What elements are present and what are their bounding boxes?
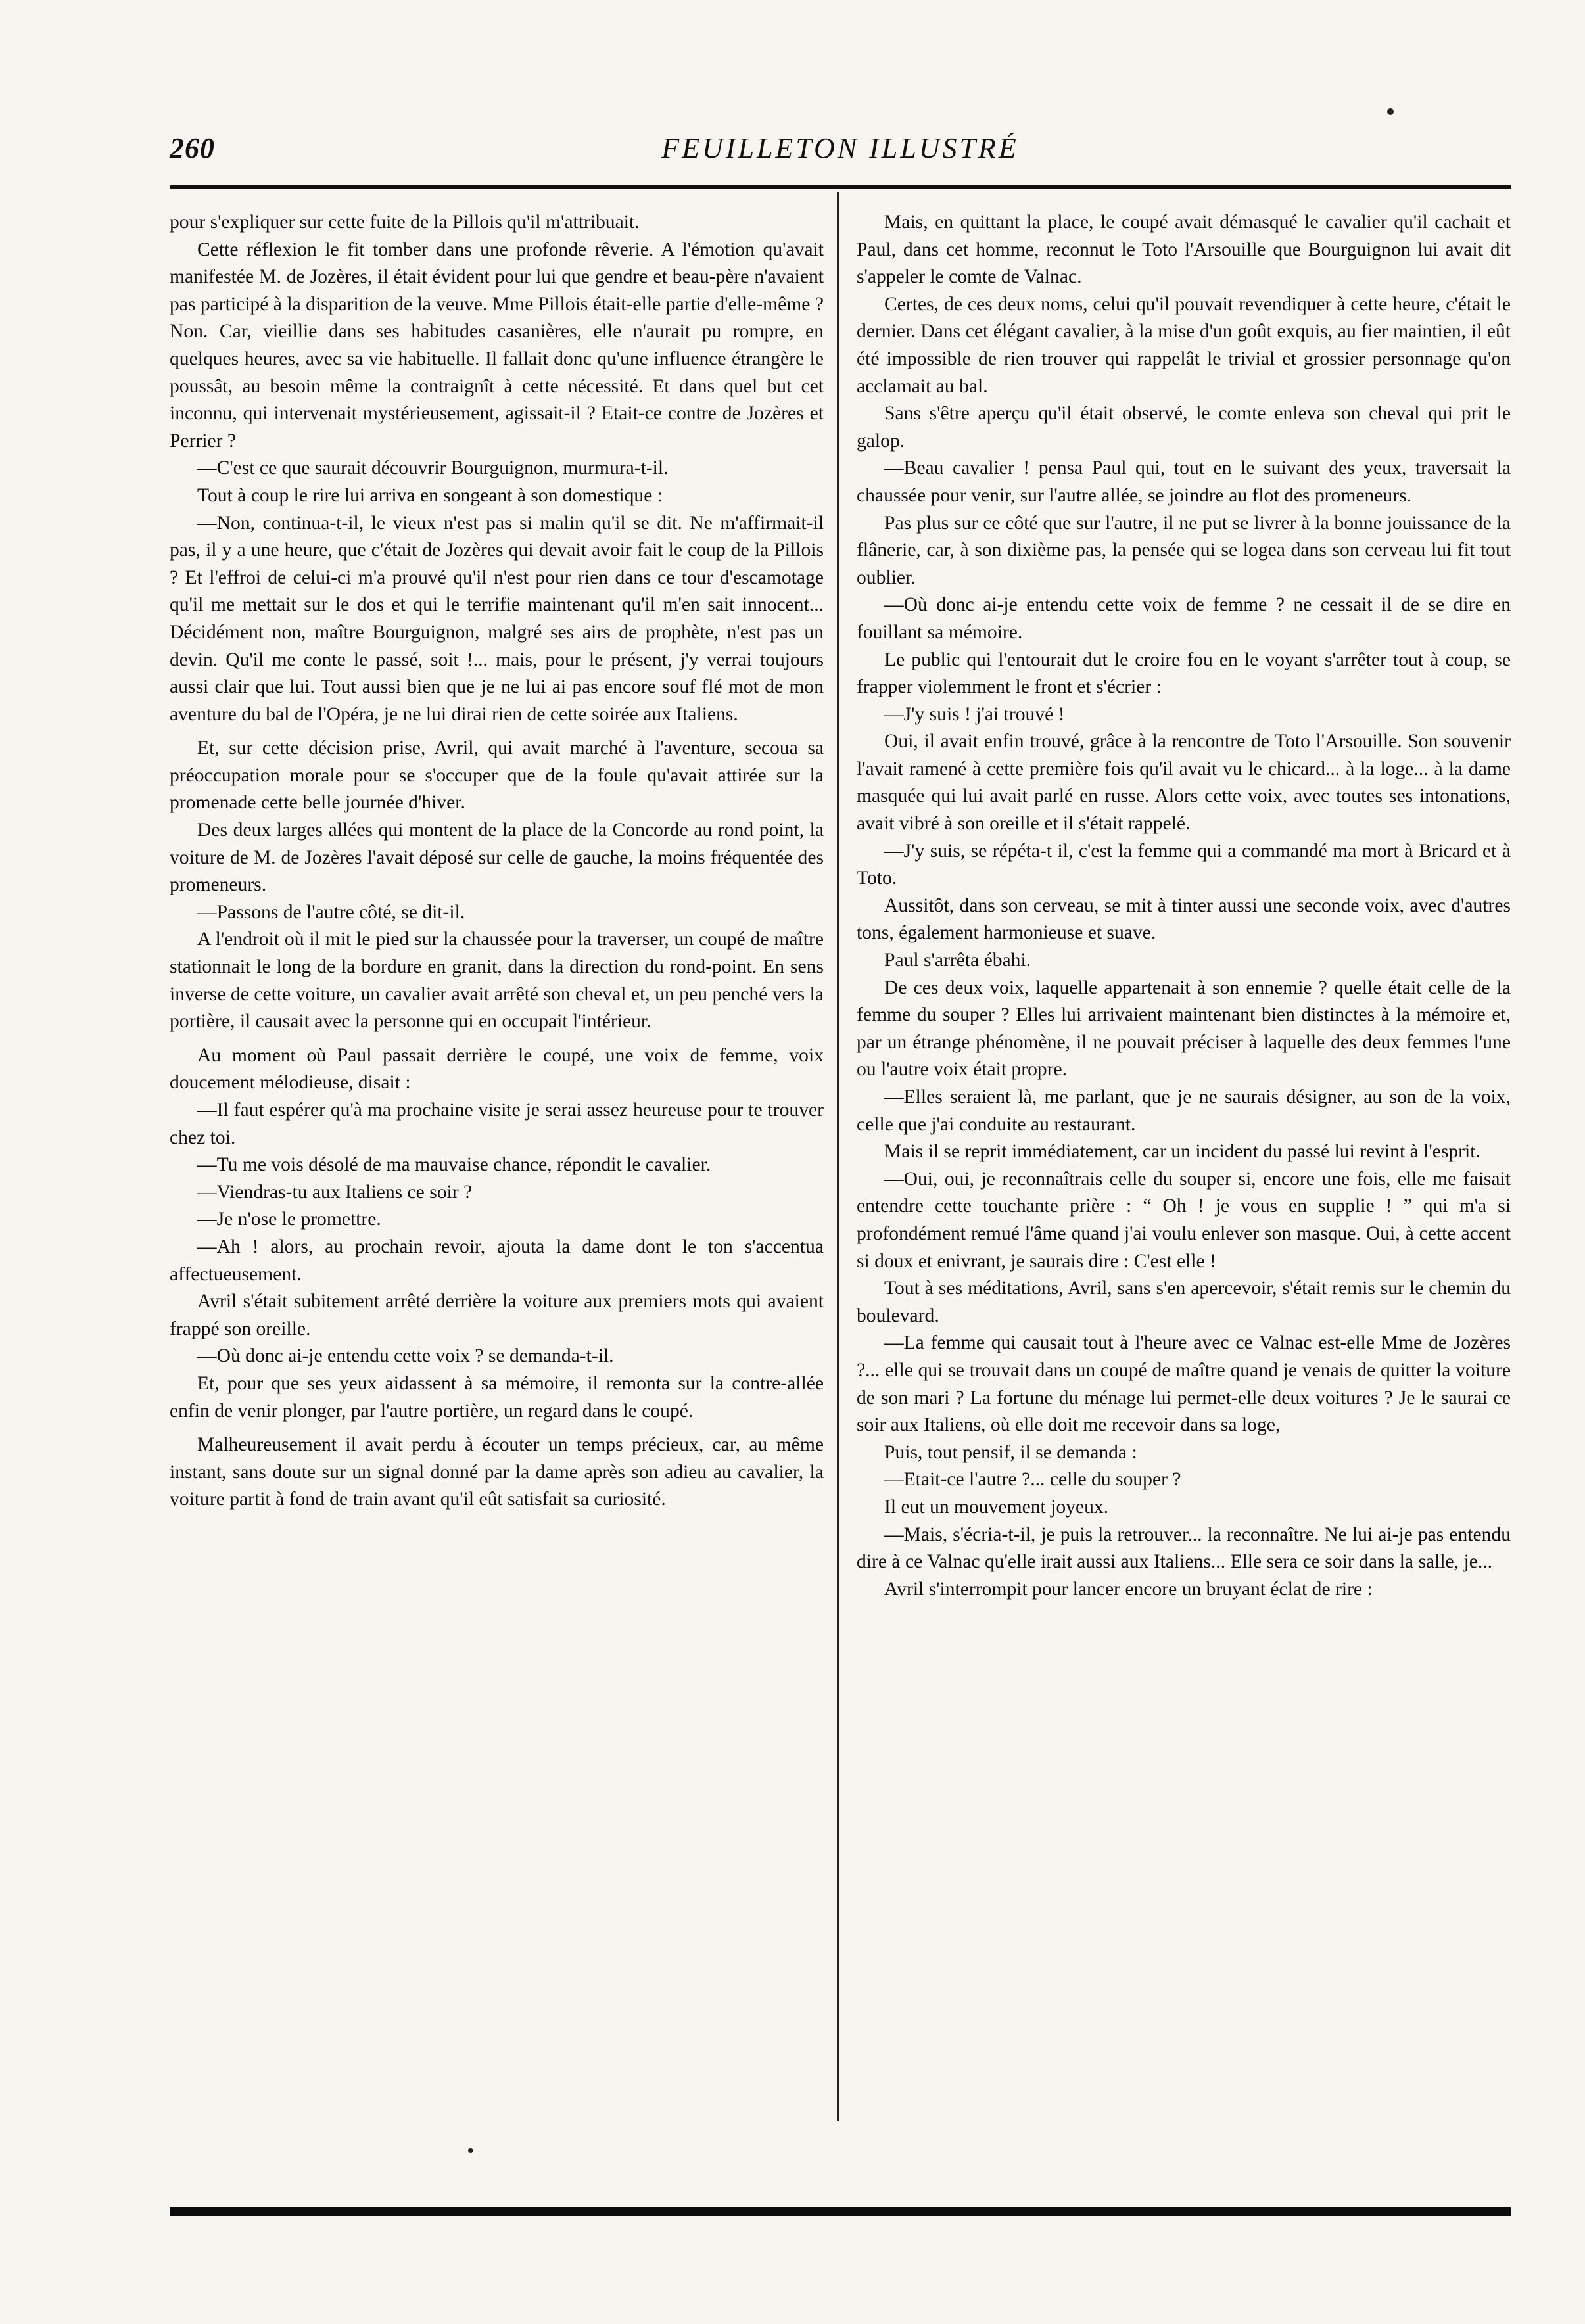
paragraph: Et, pour que ses yeux aidassent à sa mémoire, il remonta sur la contre-allée enfin de venir plonger, par l'autre portière, un regard dans le coupé. bbox=[170, 1372, 824, 1422]
paragraph: Et, sur cette décision prise, Avril, qui avait marché à l'aventure, secoua sa préoccupation morale pour se s'occuper que de la foule qu'avait attirée sur la promenade cette belle journée d'hiver. bbox=[170, 737, 824, 814]
paragraph: De ces deux voix, laquelle appartenait à son ennemie ? quelle était celle de la femme du souper ? Elles lui arrivaient maintenant bien distinctes à la mémoire et, par un étrange phénomène, il ne pouvait préciser à laquelle des deux femmes l'une ou l'autre voix était propre. bbox=[857, 977, 1511, 1081]
footer-rule bbox=[170, 2207, 1511, 2216]
paragraph: —Viendras-tu aux Italiens ce soir ? bbox=[197, 1181, 473, 1203]
paragraph: A l'endroit où il mit le pied sur la chaussée pour la traverser, un coupé de maître stationnait le long de la bordure en granit, dans la direction du rond-point. En sens inverse de cette voiture, un cavalier avait arrêté son cheval et, un peu penché vers la portière, il causait avec la personne qui en occupait l'intérieur. bbox=[170, 929, 824, 1033]
paragraph: —Ah ! alors, au prochain revoir, ajouta la dame dont le ton s'accentua affectueusement. bbox=[170, 1236, 824, 1285]
page-header bbox=[170, 131, 1511, 171]
paragraph: —Mais, s'écria-t-il, je puis la retrouver... la reconnaître. Ne lui ai-je pas entendu dire à ce Valnac qu'elle irait aussi aux Italiens... Elle sera ce soir dans la salle, je... bbox=[857, 1523, 1511, 1573]
paragraph: —Beau cavalier ! pensa Paul qui, tout en le suivant des yeux, traversait la chaussée pour venir, sur l'autre allée, se joindre au flot des promeneurs. bbox=[857, 457, 1511, 506]
running-title: FEUILLETON ILLUSTRÉ bbox=[661, 132, 1019, 164]
paragraph: —Je n'ose le promettre. bbox=[197, 1209, 381, 1230]
paragraph: —Passons de l'autre côté, se dit-il. bbox=[197, 901, 465, 923]
paragraph: —Etait-ce l'autre ?... celle du souper ? bbox=[884, 1469, 1181, 1491]
paragraph: Pas plus sur ce côté que sur l'autre, il ne put se livrer à la bonne jouissance de la flânerie, car, à son dixième pas, la pensée qui se logea dans son cerveau lui fit tout oublier. bbox=[857, 512, 1511, 588]
paragraph: Avril s'interrompit pour lancer encore un bruyant éclat de rire : bbox=[884, 1578, 1373, 1600]
paragraph: Puis, tout pensif, il se demanda : bbox=[884, 1441, 1137, 1463]
page-number: 260 bbox=[170, 132, 215, 164]
paragraph: Certes, de ces deux noms, celui qu'il pouvait revendiquer à cette heure, c'était le dernier. Dans cet élégant cavalier, à la mise d'un goût exquis, au fier maintien, il eût été impossible de rien trouver qui rappelât le trivial et grossier personnage qu'on acclamait au bal. bbox=[857, 293, 1511, 397]
paragraph: Avril s'était subitement arrêté derrière la voiture aux premiers mots qui avaient frappé son oreille. bbox=[170, 1291, 824, 1339]
paragraph: Tout à coup le rire lui arriva en songeant à son domestique : bbox=[197, 484, 663, 506]
header-rule bbox=[170, 185, 1511, 189]
paragraph: Cette réflexion le fit tomber dans une profonde rêverie. A l'émotion qu'avait manifestée M. de Jozères, il était évident pour lui que gendre et beau-père n'avaient pas participé à la disparition de la veuve. Mme Pillois était-elle partie d'elle-même ? Non. Car, vieillie dans ses habitudes casanières, elle n'aurait pu rompre, en quelques heures, avec sa vie habituelle. Il fallait donc qu'une influence étrangère le poussât, au besoin même la contraignît à cette nécessité. Et dans quel but cet inconnu, qui intervenait mystérieusement, agissait-il ? Etait-ce contre de Jozères et Perrier ? bbox=[170, 239, 824, 452]
paragraph: —Où donc ai-je entendu cette voix ? se demanda-t-il. bbox=[197, 1345, 614, 1367]
paragraph: Il eut un mouvement joyeux. bbox=[884, 1496, 1109, 1518]
paragraph: —J'y suis, se répéta-t il, c'est la femme qui a commandé ma mort à Bricard et à Toto. bbox=[857, 840, 1511, 889]
print-speck bbox=[468, 2148, 473, 2153]
paragraph: Aussitôt, dans son cerveau, se mit à tinter aussi une seconde voix, avec d'autres tons, également harmonieuse et suave. bbox=[857, 895, 1511, 944]
paragraph: —Oui, oui, je reconnaîtrais celle du souper si, encore une fois, elle me faisait entendre cette touchante prière : “ Oh ! je vous en supplie ! ” qui m'a si profondément remué l'âme quand j'ai voulu enlever son masque. Oui, à cette accent si doux et enivrant, je saurais dire : C'est elle ! bbox=[857, 1168, 1511, 1272]
paragraph: Mais, en quittant la place, le coupé avait démasqué le cavalier qu'il cachait et Paul, dans cet homme, reconnut le Toto l'Arsouille que Bourguignon lui avait dit s'appeler le comte de Valnac. bbox=[857, 212, 1511, 288]
paragraph: pour s'expliquer sur cette fuite de la Pillois qu'il m'attribuait. bbox=[170, 212, 640, 233]
paragraph: Le public qui l'entourait dut le croire fou en le voyant s'arrêter tout à coup, se frapper violemment le front et s'écrier : bbox=[857, 649, 1511, 698]
column-divider bbox=[837, 192, 839, 2121]
paragraph: —Non, continua-t-il, le vieux n'est pas si malin qu'il se dit. Ne m'affirmait-il pas, il y a une heure, que c'était de Jozères qui devait avoir fait le coup de la Pillois ? Et l'effroi de celui-ci m'a prouvé qu'il n'est pour rien dans ce tour d'escamotage qu'il me mettait sur le dos et qui le terrifie maintenant qu'il m'en sait innocent... Décidément non, maître Bourguignon, malgré ses airs de prophète, n'est pas un devin. Qu'il me conte le passé, soit !... mais, pour le présent, j'y verrai toujours aussi clair que lui. Tout aussi bien que je ne lui ai pas encore souf flé mot de mon aventure du bal de l'Opéra, je ne lui dirai rien de cette soirée aux Italiens. bbox=[170, 512, 824, 725]
paragraph: Paul s'arrêta ébahi. bbox=[884, 950, 1031, 971]
right-column bbox=[857, 209, 1511, 2141]
paragraph: Sans s'être aperçu qu'il était observé, le comte enleva son cheval qui prit le galop. bbox=[857, 403, 1511, 452]
paragraph: Oui, il avait enfin trouvé, grâce à la rencontre de Toto l'Arsouille. Son souvenir l'avait ramené à cette première fois qu'il avait vu le chicard... à la loge... à la dame masquée qui lui avait parlé en russe. Alors cette voix, avec toutes ses intonations, avait vibré à son oreille et il s'était rappelé. bbox=[857, 731, 1511, 835]
paragraph: Malheureusement il avait perdu à écouter un temps précieux, car, au même instant, sans doute sur un signal donné par la dame après son adieu au cavalier, la voiture partit à fond de train avant qu'il eût satisfait sa curiosité. bbox=[170, 1434, 824, 1510]
print-speck bbox=[1387, 108, 1394, 115]
paragraph: Des deux larges allées qui montent de la place de la Concorde au rond point, la voiture de M. de Jozères l'avait déposé sur celle de gauche, la moins fréquentée des promeneurs. bbox=[170, 820, 824, 896]
paragraph: —C'est ce que saurait découvrir Bourguignon, murmura-t-il. bbox=[197, 457, 669, 479]
paragraph: —Tu me vois désolé de ma mauvaise chance, répondit le cavalier. bbox=[197, 1154, 711, 1176]
paragraph: Au moment où Paul passait derrière le coupé, une voix de femme, voix doucement mélodieuse, disait : bbox=[170, 1044, 824, 1094]
paragraph: —La femme qui causait tout à l'heure avec ce Valnac est-elle Mme de Jozères ?... elle qui se trouvait dans un coupé de maître quand je venais de quitter la voiture de son mari ? La fortune du ménage lui permet-elle deux voitures ? Je le saurai ce soir aux Italiens, où elle doit me recevoir dans sa loge, bbox=[857, 1332, 1511, 1436]
paragraph: Tout à ses méditations, Avril, sans s'en apercevoir, s'était remis sur le chemin du boulevard. bbox=[857, 1278, 1511, 1326]
paragraph: —Où donc ai-je entendu cette voix de femme ? ne cessait il de se dire en fouillant sa mémoire. bbox=[857, 594, 1511, 643]
left-column bbox=[170, 209, 824, 2141]
paragraph: Mais il se reprit immédiatement, car un incident du passé lui revint à l'esprit. bbox=[884, 1141, 1480, 1163]
paragraph: —Elles seraient là, me parlant, que je ne saurais désigner, au son de la voix, celle que j'ai conduite au restaurant. bbox=[857, 1086, 1511, 1135]
paragraph: —J'y suis ! j'ai trouvé ! bbox=[884, 703, 1065, 725]
paragraph: —Il faut espérer qu'à ma prochaine visite je serai assez heureuse pour te trouver chez toi. bbox=[170, 1100, 824, 1148]
